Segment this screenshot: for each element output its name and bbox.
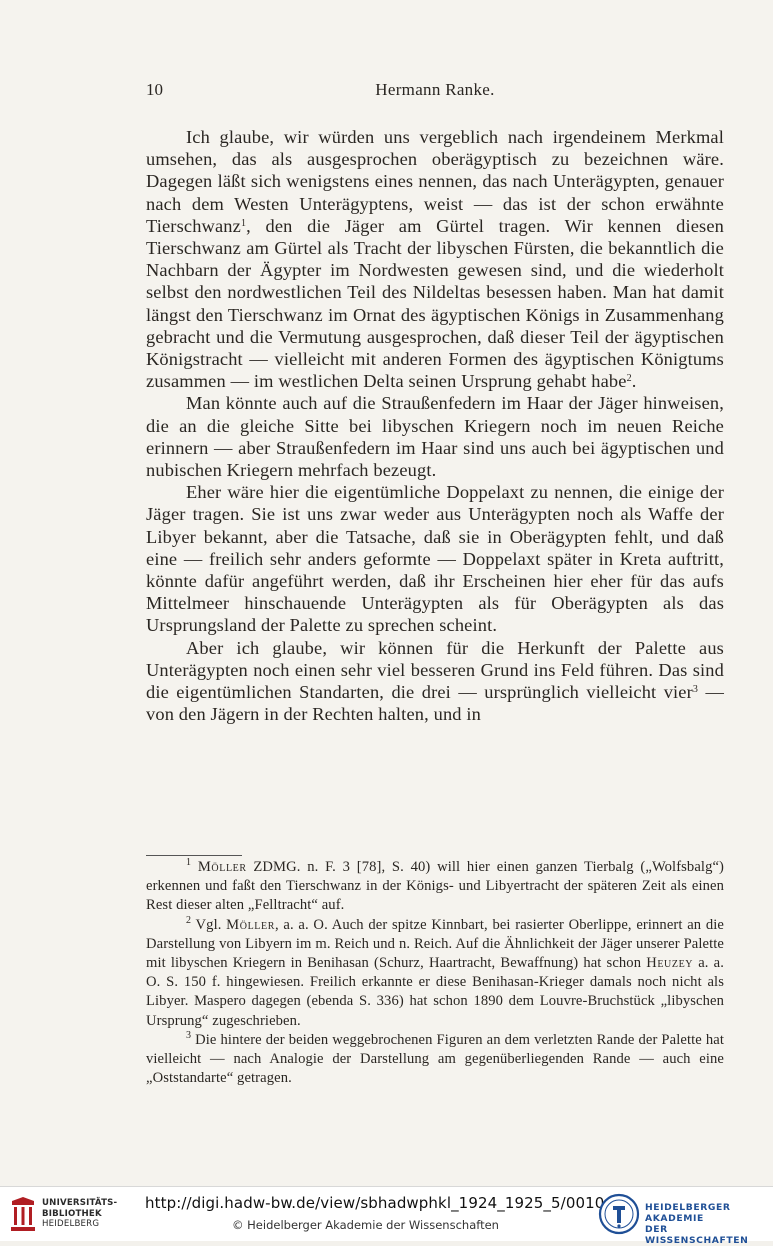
footnote-marker[interactable]: 3: [692, 684, 699, 696]
paragraph: Eher wäre hier die eigentümliche Doppelaxt zu nennen, die einige der Jäger tragen. Sie ist uns zwar weder aus Unterägypten noch als Waffe der Libyer bekannt, aber die Tatsache, daß sie in Oberägypten fehlt, und daß eine — freilich sehr anders geformte — Doppelaxt später in Kreta auftritt, könnte dafür angeführt werden, daß ihr Erscheinen hier eher für das aufs Mittelmeer hinschauende Unterägypten als für Oberägypten als das Ursprungsland der Palette zu sprechen scheint.: [146, 482, 724, 636]
paragraph: Man könnte auch auf die Straußenfedern im Haar der Jäger hinweisen, die an die gleiche Sitte bei libyschen Kriegern noch im neuen Reiche erinnern — aber Straußenfedern im Haar sind uns auch bei ägyptischen und nubischen Kriegern mehrfach bezeugt.: [146, 393, 724, 481]
copyright-notice: © Heidelberger Akademie der Wissenschaften: [232, 1218, 499, 1232]
footnote: $^1$ Möller ZDMG. n. F. 3 [78], S. 40) will hier einen ganzen Tierbalg („Wolfsbalg“) erkennen und faßt den Tierschwanz in der Königs- und Libyertracht der späteren Zeit als einen Rest dieser alten „Felltracht“ auf.: [146, 857, 724, 914]
running-title: Hermann Ranke.: [375, 80, 495, 99]
academy-seal-icon[interactable]: [598, 1193, 640, 1235]
footnote: $^3$ Die hintere der beiden weggebrochenen Figuren an dem verletzten Rande der Palette hat vielleicht — nach Analogie der Darstellung am gegenüberliegenden Rande — auch eine „Oststandarte“ getragen.: [146, 1029, 724, 1087]
university-library-logo-icon[interactable]: [8, 1195, 38, 1233]
library-name: UNIVERSITÄTS- BIBLIOTHEK HEIDELBERG: [42, 1198, 118, 1229]
paragraph: Aber ich glaube, wir können für die Herkunft der Palette aus Unterägypten noch einen sehr viel besseren Grund ins Feld führen. Das sind die eigentümlichen Standarten, die drei — ursprünglich vielleicht vier$^3$ — von den Jägern in der Rechten halten, und in: [146, 637, 724, 725]
footnote-divider: [146, 855, 242, 856]
page-number: 10: [146, 80, 163, 99]
footnotes: [146, 858, 724, 1088]
page-header: [146, 80, 724, 104]
footnote: $^2$ Vgl. Möller, a. a. O. Auch der spitze Kinnbart, bei rasierter Oberlippe, erinnert an die Darstellung von Libyern im m. Reich und n. Reich. Auf die Ähnlichkeit der Jäger unserer Palette mit libyschen Kriegern in Benihasan (Schurz, Haartracht, Bewaffnung) hat schon Heuzey a. a. O. S. 150 f. hingewiesen. Freilich erkannte er diese Benihasan-Krieger damals noch nicht als Libyer. Maspero dagegen (ebenda S. 336) hat schon 1890 dem Louvre-Bruchstück „libyschen Ursprung“ zugeschrieben.: [146, 914, 724, 1029]
body-text: [146, 126, 724, 725]
viewer-footer: [0, 1186, 773, 1246]
footnote-marker[interactable]: 1: [240, 217, 247, 229]
academy-name: HEIDELBERGER AKADEMIE DER WISSENSCHAFTEN: [645, 1202, 749, 1246]
permalink-url[interactable]: http://digi.hadw-bw.de/view/sbhadwphkl_1924_1925_5/0010: [145, 1194, 605, 1212]
footnote-marker[interactable]: 2: [626, 373, 632, 385]
paragraph: Ich glaube, wir würden uns vergeblich nach irgendeinem Merkmal umsehen, das als ausgesprochen oberägyptisch zu bezeichnen wäre. Dagegen läßt sich wenigstens eines nennen, das nach Unterägypten, genauer nach dem Westen Unterägyptens, weist — das ist der schon erwähnte Tierschwanz$^1$, den die Jäger am Gürtel tragen. Wir kennen diesen Tierschwanz am Gürtel als Tracht der libyschen Fürsten, die bekanntlich die Nachbarn der Ägypter im Nordwesten gewesen sind, und die wiederholt selbst den nordwestlichen Teil des Nildeltas besessen haben. Man hat damit längst den Tierschwanz im Ornat des ägyptischen Königs in Zusammenhang gebracht und die Vermutung ausgesprochen, daß dieser Teil der ägyptischen Königstracht — vielleicht mit anderen Formen des ägyptischen Königtums zusammen — im westlichen Delta seinen Ursprung gehabt habe$^2$.: [146, 127, 724, 392]
